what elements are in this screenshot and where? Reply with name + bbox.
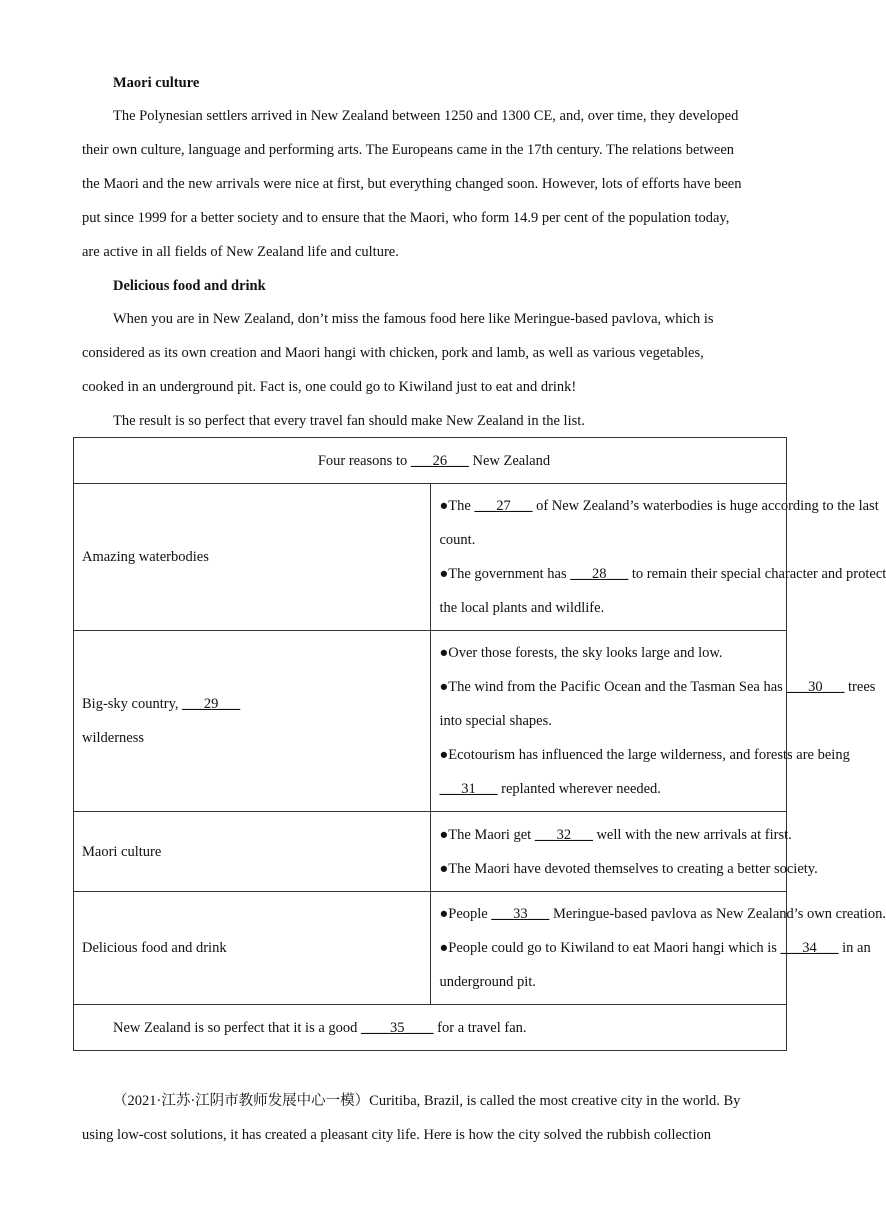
row-label: Big-sky country, ___29___ wilderness [74,631,431,812]
text-line: When you are in New Zealand, don’t miss the famous food here like Meringue-based pavlova, which is [113,311,714,327]
row-content [430,484,886,631]
blank-26[interactable]: ___26___ [410,452,469,469]
blank-31[interactable]: ___31___ [439,781,498,797]
text-line: their own culture, language and performing arts. The Europeans came in the 17th century. The relations between [82,142,735,158]
row-label: Maori culture [74,812,431,892]
bullet-line: count. [439,532,476,548]
table-footer: New Zealand is so perfect that it is a good ____35____ for a travel fan. [74,1005,787,1051]
bullet-line: ●Ecotourism has influenced the large wilderness, and forests are being [439,747,850,763]
bullet-line: ●The ___27___ of New Zealand’s waterbodies is huge according to the last [439,498,879,514]
text-line: considered as its own creation and Maori hangi with chicken, pork and lamb, as well as various vegetables, [82,345,704,361]
bullet-line: ●People ___33___ Meringue-based pavlova as New Zealand’s own creation. [439,906,886,922]
blank-32[interactable]: ___32___ [534,826,593,843]
bullet-line: ●The Maori get ___32___ well with the new arrivals at first. [439,826,792,843]
section-heading-food: Delicious food and drink [113,278,266,294]
paragraph-maori-culture [82,99,782,269]
title-text: New Zealand [468,452,551,469]
blank-30[interactable]: ___30___ [786,679,845,695]
bullet-line: ●Over those forests, the sky looks large and low. [439,645,723,661]
text-line: The result is so perfect that every travel fan should make New Zealand in the list. [113,413,585,429]
blank-34[interactable]: ___34___ [780,940,839,956]
text-line: put since 1999 for a better society and to ensure that the Maori, who form 14.9 per cent of the population today, [82,210,730,226]
blank-27[interactable]: ___27___ [474,498,533,514]
bullet-line: ___31___ replanted wherever needed. [439,781,661,797]
row-content [430,812,818,892]
bullet-line: ●The government has ___28___ to remain their special character and protect [439,566,886,582]
bullet-line: underground pit. [439,974,536,990]
bullet-line: ●The Maori have devoted themselves to creating a better society. [439,860,818,877]
row-content [430,631,876,812]
title-text: Four reasons to [317,452,411,469]
text-line: （2021·江苏·江阴市教师发展中心一模）Curitiba, Brazil, is called the most creative city in the world. By [113,1093,741,1109]
table-row [74,892,787,1005]
blank-35[interactable]: ____35____ [361,1019,434,1036]
text-line: The Polynesian settlers arrived in New Zealand between 1250 and 1300 CE, and, over time, they developed [113,108,739,124]
table-title [74,438,787,484]
row-label: Delicious food and drink [74,892,431,1005]
blank-33[interactable]: ___33___ [491,906,550,922]
blank-29[interactable]: ___29___ [182,696,241,712]
table-row [74,484,787,631]
table-row [74,812,787,892]
blank-28[interactable]: ___28___ [570,566,629,582]
row-content [430,892,886,1005]
table-footer-row [74,1005,787,1051]
paragraph-food [82,302,782,438]
bullet-line: the local plants and wildlife. [439,600,605,616]
bullet-line: ●The wind from the Pacific Ocean and the Tasman Sea has ___30___ trees [439,679,876,695]
text-line: are active in all fields of New Zealand life and culture. [82,244,399,260]
text-line: the Maori and the new arrivals were nice at first, but everything changed soon. However, lots of efforts have been [82,176,742,192]
text-line: cooked in an underground pit. Fact is, one could go to Kiwiland just to eat and drink! [82,379,577,395]
bullet-line: into special shapes. [439,713,552,729]
next-passage [82,1084,782,1152]
row-label: Amazing waterbodies [74,484,431,631]
table-row [74,631,787,812]
bullet-line: ●People could go to Kiwiland to eat Maori hangi which is ___34___ in an [439,940,871,956]
section-heading-maori-culture: Maori culture [113,75,200,91]
summary-table [73,437,886,1051]
text-line: using low-cost solutions, it has created a pleasant city life. Here is how the city solved the rubbish collection [82,1127,711,1143]
